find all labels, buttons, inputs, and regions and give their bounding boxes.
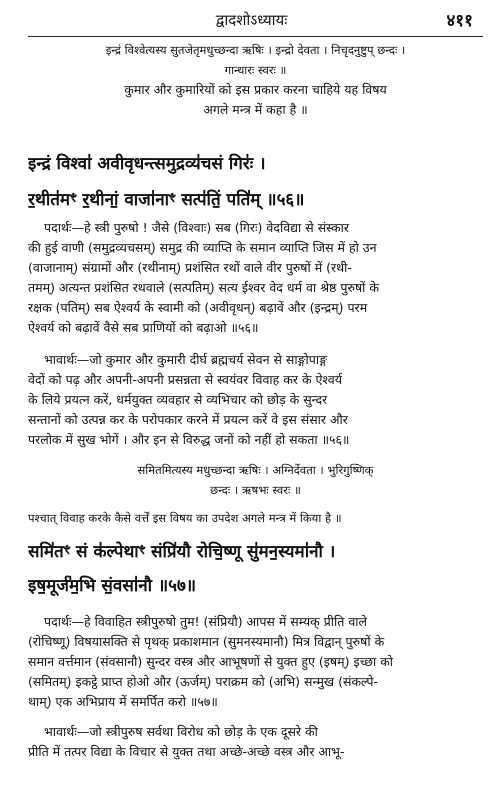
padartha-line: रक्षक (पतिम्) सब ऐश्वर्य के स्वामी को (अवीवृधन्) बढ़ावें और (इन्द्रम्) परम (28, 300, 368, 315)
bhavartha-line: भावार्थः—जो कुमार और कुमारी दीर्घ ब्रह्मचर्य सेवन से साङ्गोपाङ्ग (44, 352, 327, 367)
bhavartha-line: परलोक में सुख भोगें । और इन से विरुद्ध जनों को नहीं हो सकता ॥५६॥ (28, 432, 350, 447)
padartha-line: (समितम्) इकट्ठे प्राप्त होओ और (ऊर्जम्) पराक्रम को (अभि) सन्मुख (संकल्पे- (28, 674, 379, 689)
svara-line: छन्दः । ऋषभः स्वरः ॥ (210, 483, 301, 497)
page-header (0, 6, 503, 34)
mantra-56 (28, 150, 483, 214)
header-rule (28, 36, 483, 37)
padartha-line: ऐश्वर्य को बढ़ावें वैसे सब प्राणियों को बढ़ाओ ॥५६॥ (28, 320, 259, 335)
bhavartha-line: सन्तानों को उत्पन्न कर के परोपकार करने में प्रयत्न करें वे इस संसार और (28, 412, 348, 427)
mantra-line: इष॒मूर्ज॑म॒भि सं॒वसा॑नौ ॥५७॥ (28, 576, 197, 596)
chapter-title: द्वादशोऽध्यायः (215, 11, 288, 29)
page-number: ४११ (446, 11, 473, 31)
mantra-line: र॒थीत॑मꣳ र॒थीनां॒ वाजा॑नाꣳ सत्प॑तिं॒ पति॑म् ॥५६॥ (28, 190, 305, 210)
bhavartha-line: के लिये प्रयत्न करें, धर्मयुक्त व्यवहार से व्यभिचार को छोड़ के सुन्दर (28, 392, 328, 407)
mantra-57 (28, 538, 483, 600)
padartha-line: की हुई वाणी (समुद्रव्यचसम्) समुद्र की व्याप्ति के समान व्याप्ति जिस में हो उन (28, 240, 377, 255)
padartha-line: पदार्थः—हे स्त्री पुरुषो ! जैसे (विश्वाः) सब (गिरः) वेदविद्या से संस्कार (44, 220, 349, 235)
bhavartha-line: प्रीति में तत्पर विद्या के विचार से युक्त तथा अच्छे-अच्छे वस्त्र और आभू- (28, 744, 345, 759)
padartha-line: तमम्) अत्यन्त प्रशंसित रथवाले (सत्पतिम्) सत्य ईश्वर वेद धर्म वा श्रेष्ठ पुरुषों के (28, 280, 379, 295)
section2-meta (28, 460, 483, 528)
bhavartha-56 (28, 350, 483, 450)
padartha-57 (28, 612, 483, 712)
bhavartha-line: वेदों को पढ़ और अपनी-अपनी प्रसन्नता से स्वयंवर विवाह कर के ऐश्वर्य (28, 372, 342, 387)
padartha-line: (रोचिष्णू) विषयासक्ति से पृथक् प्रकाशमान (सुमनस्यमानौ) मित्र विद्वान् पुरुषों के (28, 634, 385, 649)
rishi-line: समितमित्यस्य मधुच्छन्दा ऋषिः । अग्निर्देवता । भुरिगुष्णिक् (137, 463, 374, 477)
padartha-line: समान वर्त्तमान (संवसानौ) सुन्दर वस्त्र और आभूषणों से युक्त हुए (इषम्) इच्छा को (28, 654, 394, 669)
topic-intro-line: अगले मन्त्र में कहा है ॥ (203, 102, 308, 117)
padartha-line: (वाजानाम्) संग्रामों और (रथीनाम्) प्रशंसित रथों वाले वीर पुरुषों में (रथी- (28, 260, 352, 275)
rishi-line: इन्द्रं विश्वेत्यस्य सुतजेतृमधुच्छन्दा ऋषिः । इन्द्रो देवता । निचृदनुष्टुप् छन्दः । (105, 43, 406, 57)
svara-line: गान्धारः स्वरः ॥ (224, 63, 287, 77)
padartha-line: पदार्थः—हे विवाहित स्त्रीपुरुषो तुम! (संप्रियौ) आपस में सम्यक् प्रीति वाले (44, 614, 367, 629)
section1-meta (28, 40, 483, 120)
bhavartha-line: भावार्थः—जो स्त्रीपुरुष सर्वथा विरोध को छोड़ के एक दूसरे की (44, 724, 318, 739)
mantra-line: समि॑तꣳ सं क॑ल्पेथाꣳ संप्रि॑यौ रोचि॒ष्णू सु॑मन॒स्यमा॑नौ । (28, 542, 336, 562)
padartha-56 (28, 218, 483, 338)
topic-intro-line: पश्चात् विवाह करके कैसे वर्त्तें इस विषय का उपदेश अगले मन्त्र में किया है ॥ (28, 511, 342, 525)
padartha-line: थाम्) एक अभिप्राय में समर्पित करो ॥५७॥ (28, 694, 218, 709)
mantra-line: इन्द्रं विश्वा॑ अवीवृधन्त्समुद्रव्य॑चसं गिरः॑ । (28, 154, 266, 174)
topic-intro-line: कुमार और कुमारियों को इस प्रकार करना चाहिये यह विषय (124, 82, 387, 97)
bhavartha-57 (28, 722, 483, 762)
